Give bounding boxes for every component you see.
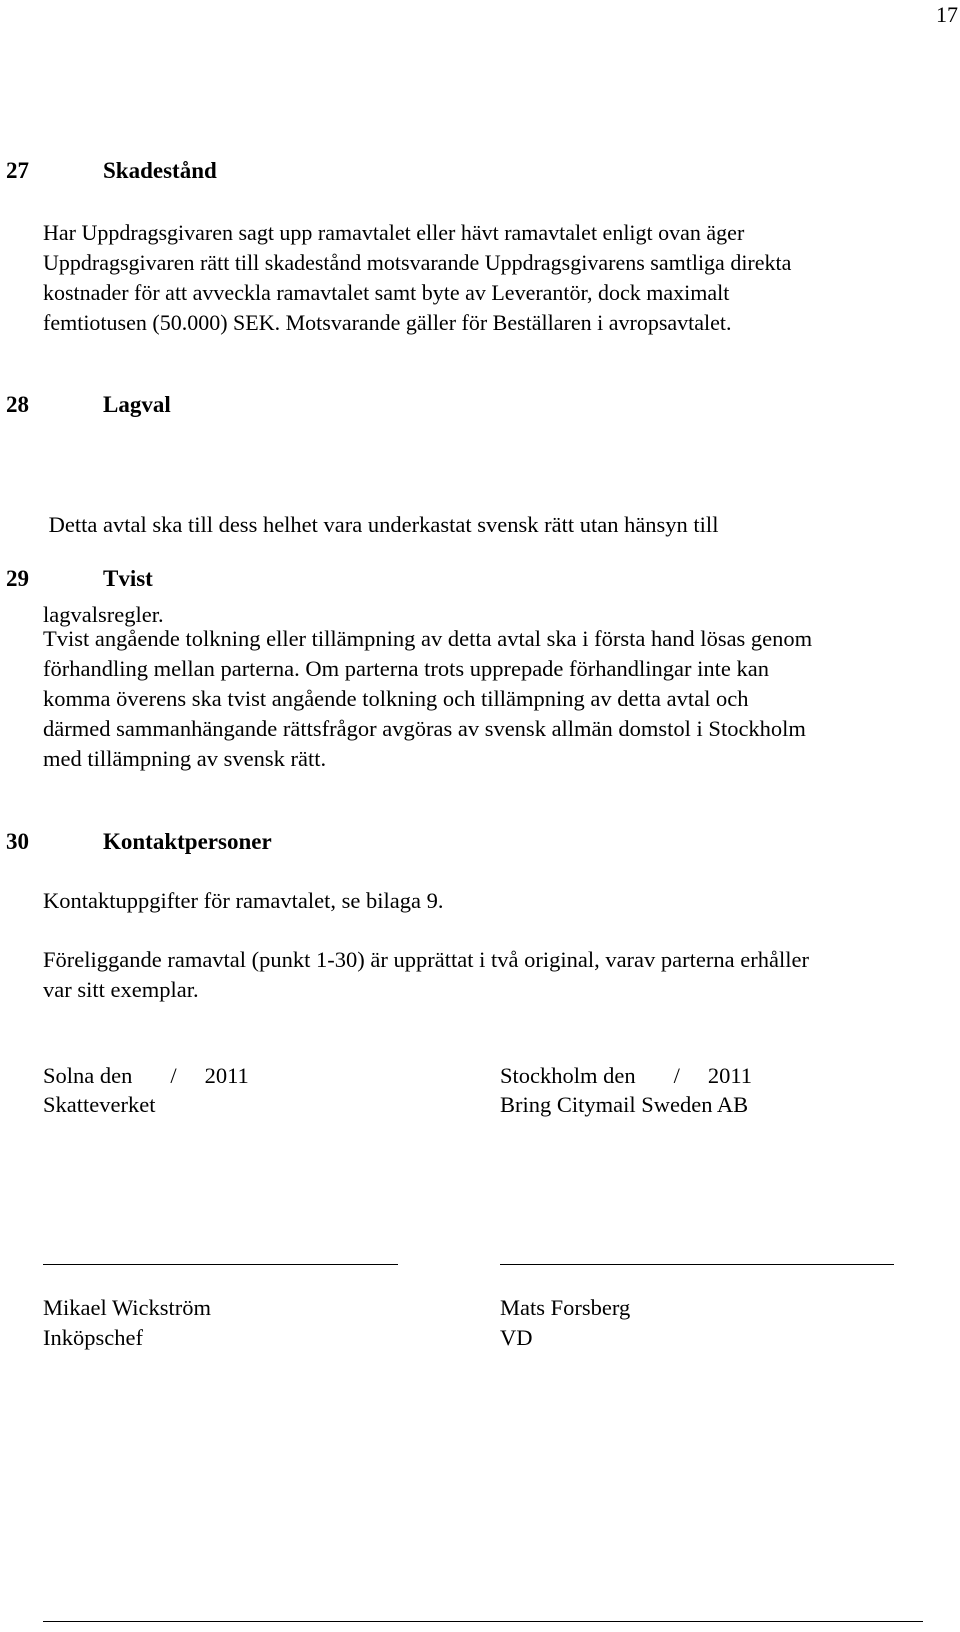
signature-name-left: Mikael Wickström	[43, 1295, 212, 1320]
section-number: 28	[6, 392, 29, 417]
paragraph-line: Uppdragsgivaren rätt till skadestånd motsvarande Uppdragsgivarens samtliga direkta	[43, 250, 792, 275]
paragraph-line: komma överens ska tvist angående tolkning och tillämpning av detta avtal och	[43, 686, 749, 711]
signature-name-right: Mats Forsberg	[500, 1295, 631, 1320]
section-paragraph	[43, 624, 812, 774]
paragraph-line: Tvist angående tolkning eller tillämpning av detta avtal ska i första hand lösas genom	[43, 626, 813, 651]
paragraph-line: med tillämpning av svensk rätt.	[43, 746, 327, 771]
signature-place-date-right	[500, 1063, 752, 1089]
signature-role-right: VD	[500, 1325, 533, 1350]
signature-org-left: Skatteverket	[43, 1092, 156, 1117]
paragraph-line: Kontaktuppgifter för ramavtalet, se bilaga 9.	[43, 888, 444, 913]
paragraph-line: Detta avtal ska till dess helhet vara underkastat svensk rätt utan hänsyn till	[43, 512, 719, 537]
section-paragraph	[43, 886, 444, 916]
paragraph-line: femtiotusen (50.000) SEK. Motsvarande gäller för Beställaren i avropsavtalet.	[43, 310, 732, 335]
signature-line-right	[500, 1264, 894, 1265]
paragraph-line: var sitt exemplar.	[43, 977, 199, 1002]
paragraph-line: Föreliggande ramavtal (punkt 1-30) är upprättat i två original, varav parterna erhåller	[43, 947, 809, 972]
signature-year: 2011	[707, 1063, 753, 1088]
page-number: 17	[936, 2, 958, 27]
section-title: Lagval	[103, 392, 171, 417]
paragraph-line: förhandling mellan parterna. Om parterna trots upprepade förhandlingar inte kan	[43, 656, 769, 681]
signature-place-date-left	[43, 1063, 249, 1089]
signature-line-left	[43, 1264, 398, 1265]
paragraph-line: Har Uppdragsgivaren sagt upp ramavtalet eller hävt ramavtalet enligt ovan äger	[43, 220, 745, 245]
signature-year: 2011	[204, 1063, 249, 1088]
signature-place: Solna den	[43, 1063, 133, 1088]
signature-slash: /	[170, 1063, 177, 1088]
footer-rule	[43, 1621, 923, 1622]
signature-slash: /	[673, 1063, 680, 1088]
section-number: 29	[6, 566, 29, 591]
signature-place: Stockholm den	[500, 1063, 636, 1088]
paragraph-line: därmed sammanhängande rättsfrågor avgöras av svensk allmän domstol i Stockholm	[43, 716, 806, 741]
signature-role-left: Inköpschef	[43, 1325, 143, 1350]
section-number: 27	[6, 158, 29, 183]
section-paragraph	[43, 945, 809, 1005]
signature-org-right: Bring Citymail Sweden AB	[500, 1092, 749, 1117]
section-title: Kontaktpersoner	[103, 829, 272, 854]
section-title: Skadestånd	[103, 158, 217, 183]
section-number: 30	[6, 829, 29, 854]
section-title: Tvist	[103, 566, 153, 591]
paragraph-line: lagvalsregler.	[43, 602, 164, 627]
section-paragraph	[43, 218, 791, 338]
paragraph-line: kostnader för att avveckla ramavtalet samt byte av Leverantör, dock maximalt	[43, 280, 730, 305]
